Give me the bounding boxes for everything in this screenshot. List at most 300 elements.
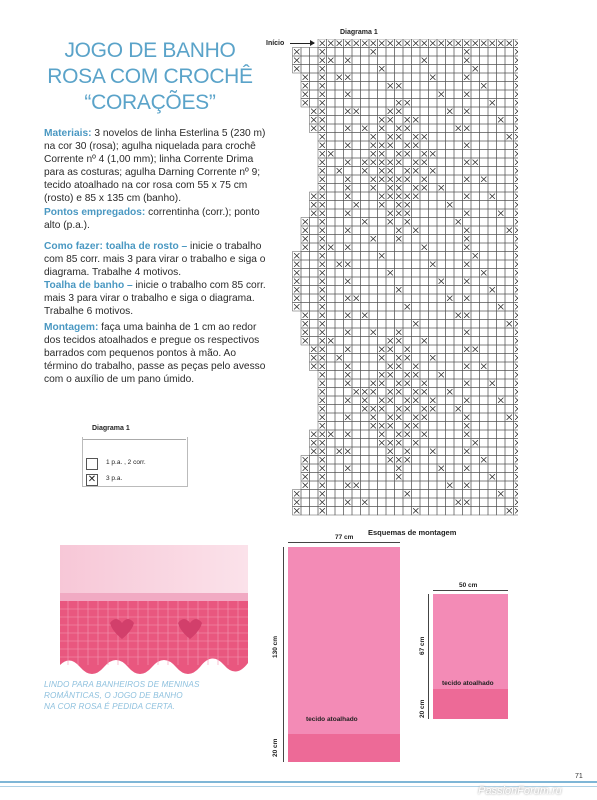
cross-stitch-icon <box>396 440 401 445</box>
cross-stitch-icon <box>320 41 325 46</box>
cross-stitch-icon <box>515 440 518 445</box>
grid-cell <box>446 269 455 278</box>
cross-stitch-icon <box>396 474 401 479</box>
grid-cell <box>488 439 497 448</box>
grid-cell <box>344 150 353 159</box>
grid-cell <box>403 507 412 516</box>
cross-stitch-icon <box>388 457 393 462</box>
cross-stitch-icon <box>515 483 518 488</box>
grid-cell <box>471 498 480 507</box>
grid-cell <box>327 473 336 482</box>
cross-stitch-icon <box>320 508 325 513</box>
grid-cell <box>361 473 370 482</box>
grid-cell <box>497 362 506 371</box>
cross-stitch-icon <box>422 432 427 437</box>
grid-cell <box>395 490 404 499</box>
grid-cell <box>480 422 489 431</box>
grid-cell <box>352 124 361 133</box>
cross-stitch-icon <box>396 41 401 46</box>
grid-cell <box>505 456 514 465</box>
cross-stitch-icon <box>294 296 299 301</box>
grid-cell <box>437 218 446 227</box>
grid-cell <box>327 260 336 269</box>
grid-cell <box>446 218 455 227</box>
grid-cell <box>378 473 387 482</box>
cross-stitch-icon <box>362 500 367 505</box>
cross-stitch-icon <box>362 168 367 173</box>
grid-cell <box>352 226 361 235</box>
grid-cell <box>420 48 429 57</box>
grid-cell <box>369 226 378 235</box>
cross-stitch-icon <box>430 398 435 403</box>
cross-stitch-icon <box>405 143 410 148</box>
grid-cell <box>437 490 446 499</box>
cross-stitch-icon <box>320 474 325 479</box>
grid-cell <box>429 175 438 184</box>
cross-stitch-icon <box>490 287 495 292</box>
cross-stitch-icon <box>464 500 469 505</box>
grid-cell <box>488 252 497 261</box>
small-width-label: 50 cm <box>459 582 478 589</box>
grid-cell <box>352 82 361 91</box>
grid-cell <box>505 141 514 150</box>
grid-cell <box>471 167 480 176</box>
grid-cell <box>429 490 438 499</box>
grid-cell <box>463 507 472 516</box>
grid-cell <box>327 235 336 244</box>
grid-cell <box>352 235 361 244</box>
grid-cell <box>386 243 395 252</box>
grid-cell <box>352 464 361 473</box>
cross-stitch-icon <box>388 41 393 46</box>
grid-cell <box>344 473 353 482</box>
cross-stitch-icon <box>379 143 384 148</box>
grid-cell <box>361 107 370 116</box>
grid-cell <box>497 150 506 159</box>
large-height-dimension-line <box>283 547 284 762</box>
grid-cell <box>301 252 310 261</box>
cross-stitch-icon <box>354 483 359 488</box>
cross-stitch-icon <box>405 423 410 428</box>
grid-cell <box>488 277 497 286</box>
grid-cell <box>497 192 506 201</box>
grid-cell <box>395 167 404 176</box>
cross-stitch-icon <box>345 372 350 377</box>
grid-cell <box>437 311 446 320</box>
grid-cell <box>454 286 463 295</box>
cross-stitch-icon <box>379 398 384 403</box>
grid-cell <box>454 473 463 482</box>
grid-cell <box>378 48 387 57</box>
grid-cell <box>463 337 472 346</box>
cross-stitch-icon <box>515 500 518 505</box>
cross-stitch-icon <box>464 211 469 216</box>
grid-cell <box>505 82 514 91</box>
cross-stitch-icon <box>320 109 325 114</box>
cross-stitch-icon <box>413 168 418 173</box>
grid-cell <box>463 320 472 329</box>
grid-cell <box>412 490 421 499</box>
grid-cell <box>463 252 472 261</box>
cross-stitch-icon <box>328 432 333 437</box>
grid-cell <box>310 337 319 346</box>
grid-cell <box>378 413 387 422</box>
grid-cell <box>344 337 353 346</box>
cross-stitch-icon <box>405 491 410 496</box>
grid-cell <box>488 337 497 346</box>
cross-stitch-icon <box>413 508 418 513</box>
grid-cell <box>361 243 370 252</box>
grid-cell <box>412 209 421 218</box>
grid-cell <box>480 48 489 57</box>
cross-stitch-icon <box>345 279 350 284</box>
cross-stitch-icon <box>430 168 435 173</box>
grid-cell <box>471 56 480 65</box>
cross-stitch-icon <box>405 355 410 360</box>
cross-stitch-icon <box>311 194 316 199</box>
grid-cell <box>505 481 514 490</box>
grid-cell <box>352 430 361 439</box>
grid-cell <box>454 73 463 82</box>
cross-stitch-icon <box>320 58 325 63</box>
grid-cell <box>471 337 480 346</box>
grid-cell <box>335 124 344 133</box>
grid-cell <box>446 456 455 465</box>
grid-cell <box>403 328 412 337</box>
grid-cell <box>378 56 387 65</box>
cross-stitch-icon <box>362 126 367 131</box>
cross-stitch-icon <box>320 185 325 190</box>
grid-cell <box>454 388 463 397</box>
cross-stitch-icon <box>379 168 384 173</box>
grid-cell <box>454 362 463 371</box>
grid-cell <box>310 269 319 278</box>
cross-stitch-icon <box>371 143 376 148</box>
grid-cell <box>497 481 506 490</box>
grid-cell <box>497 73 506 82</box>
grid-cell <box>420 371 429 380</box>
grid-cell <box>471 507 480 516</box>
grid-cell <box>437 56 446 65</box>
grid-cell <box>344 303 353 312</box>
grid-cell <box>429 337 438 346</box>
grid-cell <box>488 150 497 159</box>
grid-cell <box>403 48 412 57</box>
grid-cell <box>497 379 506 388</box>
grid-cell <box>454 65 463 74</box>
cross-stitch-icon <box>515 228 518 233</box>
grid-cell <box>429 294 438 303</box>
cross-stitch-icon <box>515 355 518 360</box>
grid-cell <box>471 277 480 286</box>
cross-stitch-icon <box>371 415 376 420</box>
grid-cell <box>369 90 378 99</box>
grid-cell <box>335 464 344 473</box>
grid-cell <box>310 90 319 99</box>
grid-cell <box>420 439 429 448</box>
cross-stitch-icon <box>422 134 427 139</box>
cross-stitch-icon <box>498 117 503 122</box>
cross-stitch-icon <box>379 406 384 411</box>
cross-stitch-icon <box>515 330 518 335</box>
grid-cell <box>497 269 506 278</box>
grid-cell <box>361 201 370 210</box>
grid-cell <box>386 48 395 57</box>
grid-cell <box>352 243 361 252</box>
grid-cell <box>505 277 514 286</box>
grid-cell <box>437 396 446 405</box>
grid-cell <box>471 328 480 337</box>
grid-cell <box>386 320 395 329</box>
grid-cell <box>378 99 387 108</box>
cross-stitch-icon <box>464 49 469 54</box>
grid-cell <box>471 473 480 482</box>
grid-cell <box>437 447 446 456</box>
cross-stitch-icon <box>379 355 384 360</box>
grid-cell <box>454 464 463 473</box>
grid-cell <box>446 473 455 482</box>
cross-stitch-icon <box>320 66 325 71</box>
cross-stitch-icon <box>405 449 410 454</box>
grid-cell <box>505 252 514 261</box>
grid-cell <box>463 218 472 227</box>
grid-cell <box>403 65 412 74</box>
grid-cell <box>327 320 336 329</box>
grid-cell <box>480 337 489 346</box>
grid-cell <box>505 65 514 74</box>
cross-stitch-icon <box>320 83 325 88</box>
cross-stitch-icon <box>464 75 469 80</box>
grid-cell <box>429 456 438 465</box>
grid-cell <box>335 328 344 337</box>
grid-cell <box>335 116 344 125</box>
grid-cell <box>403 439 412 448</box>
cross-stitch-icon <box>303 92 308 97</box>
grid-cell <box>344 286 353 295</box>
grid-cell <box>361 184 370 193</box>
grid-cell <box>463 133 472 142</box>
cross-stitch-icon <box>464 236 469 241</box>
grid-cell <box>395 481 404 490</box>
grid-cell <box>505 430 514 439</box>
cross-stitch-icon <box>413 228 418 233</box>
grid-cell <box>420 362 429 371</box>
cross-stitch-icon <box>422 381 427 386</box>
cross-stitch-icon <box>379 117 384 122</box>
grid-cell <box>429 464 438 473</box>
cross-stitch-icon <box>345 398 350 403</box>
grid-cell <box>429 235 438 244</box>
grid-cell <box>480 209 489 218</box>
cross-stitch-icon <box>320 321 325 326</box>
grid-cell <box>505 201 514 210</box>
grid-cell <box>454 82 463 91</box>
small-height-dimension-line <box>428 594 429 719</box>
cross-stitch-icon <box>362 313 367 318</box>
grid-cell <box>301 277 310 286</box>
cross-stitch-icon <box>311 432 316 437</box>
grid-cell <box>420 201 429 210</box>
grid-cell <box>403 337 412 346</box>
grid-cell <box>361 345 370 354</box>
grid-cell <box>412 235 421 244</box>
grid-cell <box>497 328 506 337</box>
grid-cell <box>395 498 404 507</box>
cross-stitch-icon <box>490 381 495 386</box>
grid-cell <box>471 133 480 142</box>
cross-stitch-icon <box>464 143 469 148</box>
grid-cell <box>480 388 489 397</box>
grid-cell <box>310 320 319 329</box>
grid-cell <box>488 56 497 65</box>
watermark: PassionForum.ru <box>478 785 562 797</box>
cross-stitch-icon <box>337 41 342 46</box>
grid-cell <box>480 473 489 482</box>
grid-cell <box>505 269 514 278</box>
grid-cell <box>497 354 506 363</box>
cross-stitch-icon <box>320 219 325 224</box>
grid-cell <box>488 507 497 516</box>
grid-cell <box>361 116 370 125</box>
cross-stitch-icon <box>303 236 308 241</box>
grid-cell <box>429 65 438 74</box>
grid-cell <box>352 396 361 405</box>
grid-cell <box>352 209 361 218</box>
grid-cell <box>327 413 336 422</box>
grid-cell <box>488 158 497 167</box>
grid-cell <box>395 311 404 320</box>
cross-stitch-icon <box>396 236 401 241</box>
cross-stitch-icon <box>320 381 325 386</box>
grid-cell <box>429 184 438 193</box>
grid-cell <box>480 439 489 448</box>
grid-cell <box>361 422 370 431</box>
grid-cell <box>446 90 455 99</box>
legend-item-text: 3 p.a. <box>106 475 123 482</box>
cross-stitch-icon <box>473 41 478 46</box>
grid-cell <box>446 507 455 516</box>
cross-stitch-icon <box>396 202 401 207</box>
grid-cell <box>395 65 404 74</box>
cross-stitch-icon <box>362 406 367 411</box>
cross-stitch-icon <box>464 262 469 267</box>
cross-stitch-icon <box>405 211 410 216</box>
cross-stitch-icon <box>303 457 308 462</box>
grid-cell <box>327 175 336 184</box>
cross-stitch-icon <box>294 279 299 284</box>
grid-cell <box>335 184 344 193</box>
cross-stitch-icon <box>337 168 342 173</box>
grid-cell <box>403 464 412 473</box>
cross-stitch-icon <box>405 202 410 207</box>
grid-cell <box>463 201 472 210</box>
grid-cell <box>395 303 404 312</box>
grid-cell <box>369 252 378 261</box>
grid-cell <box>497 167 506 176</box>
cross-stitch-icon <box>490 474 495 479</box>
grid-cell <box>352 354 361 363</box>
grid-cell <box>378 388 387 397</box>
grid-cell <box>446 354 455 363</box>
grid-cell <box>344 201 353 210</box>
grid-cell <box>488 218 497 227</box>
grid-cell <box>505 218 514 227</box>
grid-cell <box>497 56 506 65</box>
grid-cell <box>429 158 438 167</box>
cross-stitch-icon <box>515 415 518 420</box>
grid-cell <box>352 277 361 286</box>
cross-stitch-icon <box>379 381 384 386</box>
cross-stitch-icon <box>396 338 401 343</box>
cross-stitch-icon <box>456 406 461 411</box>
grid-cell <box>327 269 336 278</box>
grid-cell <box>488 226 497 235</box>
grid-cell <box>463 405 472 414</box>
large-fabric-height-label: 130 cm <box>272 635 279 658</box>
cross-stitch-icon <box>481 457 486 462</box>
grid-cell <box>429 209 438 218</box>
cross-stitch-icon <box>345 466 350 471</box>
grid-cell <box>471 99 480 108</box>
grid-cell <box>446 158 455 167</box>
cross-stitch-icon <box>371 41 376 46</box>
grid-cell <box>412 303 421 312</box>
cross-stitch-icon <box>464 126 469 131</box>
grid-cell <box>403 286 412 295</box>
grid-cell <box>335 48 344 57</box>
grid-cell <box>446 371 455 380</box>
grid-cell <box>429 48 438 57</box>
grid-cell <box>369 362 378 371</box>
grid-cell <box>446 192 455 201</box>
grid-cell <box>488 269 497 278</box>
grid-cell <box>446 405 455 414</box>
cross-stitch-icon <box>498 491 503 496</box>
grid-cell <box>420 456 429 465</box>
cross-stitch-icon <box>396 406 401 411</box>
grid-cell <box>497 252 506 261</box>
cross-stitch-icon <box>320 491 325 496</box>
cross-stitch-icon <box>498 304 503 309</box>
grid-cell <box>403 235 412 244</box>
grid-cell <box>454 294 463 303</box>
towel-photo <box>60 545 248 685</box>
grid-cell <box>386 286 395 295</box>
cross-stitch-icon <box>294 270 299 275</box>
cross-stitch-icon <box>320 466 325 471</box>
cross-stitch-icon <box>320 126 325 131</box>
cross-stitch-icon <box>388 398 393 403</box>
grid-cell <box>361 490 370 499</box>
cross-stitch-icon <box>303 228 308 233</box>
grid-cell <box>497 447 506 456</box>
cross-stitch-icon <box>515 41 518 46</box>
cross-stitch-icon <box>320 92 325 97</box>
grid-cell <box>480 320 489 329</box>
grid-cell <box>386 354 395 363</box>
grid-cell <box>454 260 463 269</box>
cross-stitch-icon <box>371 389 376 394</box>
grid-cell <box>386 65 395 74</box>
cross-stitch-icon <box>413 117 418 122</box>
grid-cell <box>369 260 378 269</box>
grid-cell <box>463 65 472 74</box>
grid-cell <box>378 82 387 91</box>
grid-cell <box>471 286 480 295</box>
grid-cell <box>505 362 514 371</box>
cross-stitch-icon <box>345 500 350 505</box>
grid-cell <box>369 243 378 252</box>
